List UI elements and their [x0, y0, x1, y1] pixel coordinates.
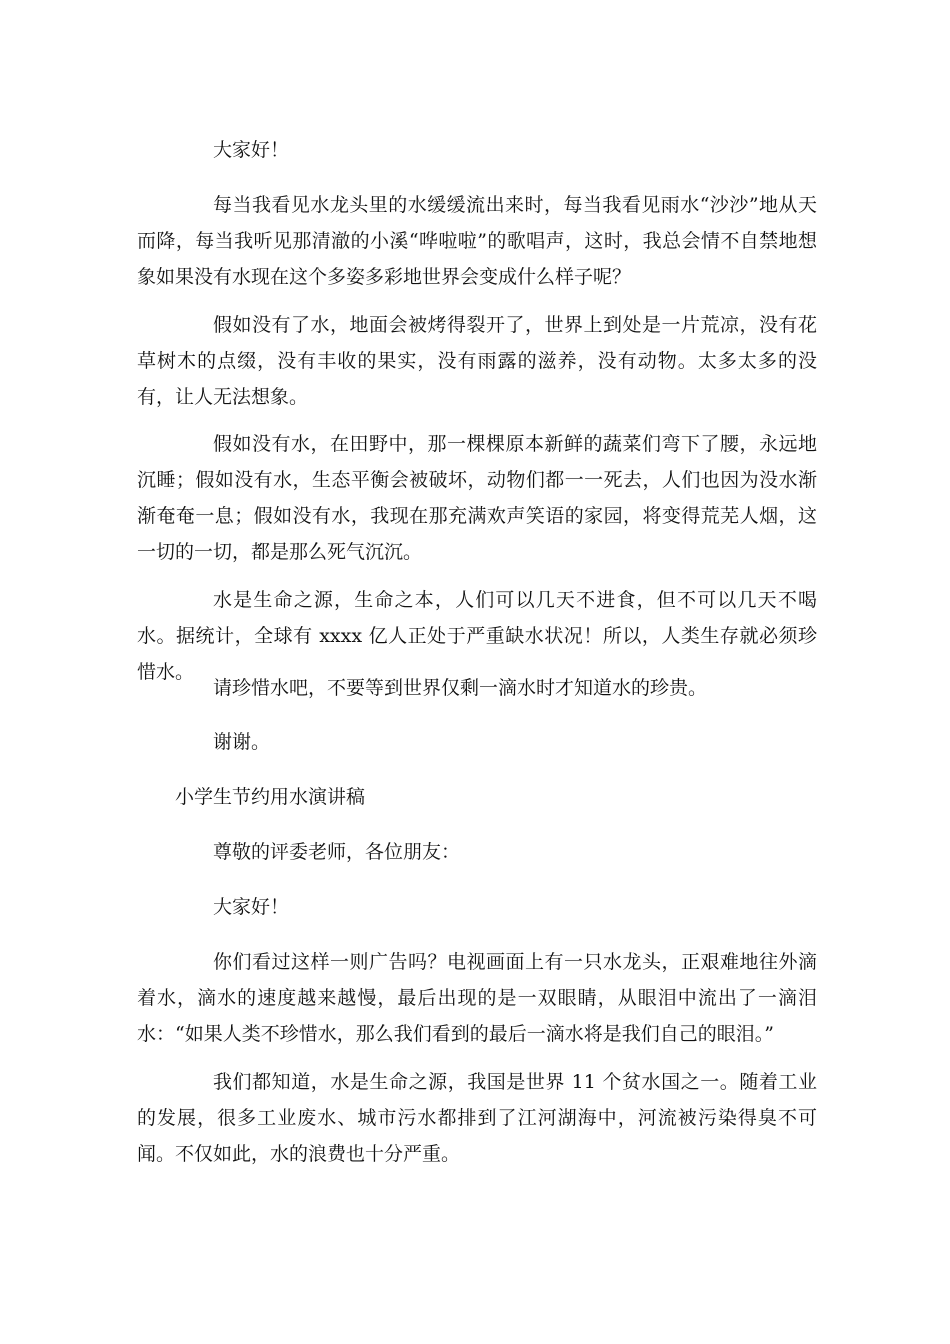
salutation-paragraph: 尊敬的评委老师，各位朋友： [213, 841, 461, 863]
greeting-paragraph-2: 大家好！ [213, 896, 290, 918]
section-title: 小学生节约用水演讲稿 [175, 786, 366, 808]
greeting-paragraph: 大家好！ [213, 139, 290, 161]
body-paragraph-1: 每当我看见水龙头里的水缓缓流出来时，每当我看见雨水“沙沙”地从天而降，每当我听见那清澈的小溪“哗啦啦”的歌唱声，这时，我总会情不自禁地想象如果没有水现在这个多姿多彩地世界会变成什么样子呢？ [137, 194, 817, 288]
closing-paragraph: 谢谢。 [213, 731, 271, 753]
body-paragraph-5: 请珍惜水吧，不要等到世界仅剩一滴水时才知道水的珍贵。 [213, 677, 708, 699]
body-paragraph-4: 水是生命之源，生命之本，人们可以几天不进食，但不可以几天不喝水。据统计，全球有 xxxx 亿人正处于严重缺水状况！所以，人类生存就必须珍惜水。 [137, 589, 817, 683]
body-paragraph-7: 我们都知道，水是生命之源，我国是世界 11 个贫水国之一。随着工业的发展，很多工业废水、城市污水都排到了江河湖海中，河流被污染得臭不可闻。不仅如此，水的浪费也十分严重。 [137, 1071, 817, 1165]
body-paragraph-6: 你们看过这样一则广告吗？电视画面上有一只水龙头，正艰难地往外滴着水，滴水的速度越来越慢，最后出现的是一双眼睛，从眼泪中流出了一滴泪水：“如果人类不珍惜水，那么我们看到的最后一滴水将是我们自己的眼泪。” [137, 951, 817, 1045]
body-paragraph-2: 假如没有了水，地面会被烤得裂开了，世界上到处是一片荒凉，没有花草树木的点缀，没有丰收的果实，没有雨露的滋养，没有动物。太多太多的没有，让人无法想象。 [137, 314, 817, 408]
body-paragraph-3: 假如没有水，在田野中，那一棵棵原本新鲜的蔬菜们弯下了腰，永远地沉睡；假如没有水，生态平衡会被破坏，动物们都一一死去，人们也因为没水渐渐奄奄一息；假如没有水，我现在那充满欢声笑语的家园，将变得荒芜人烟，这一切的一切，都是那么死气沉沉。 [137, 433, 817, 563]
